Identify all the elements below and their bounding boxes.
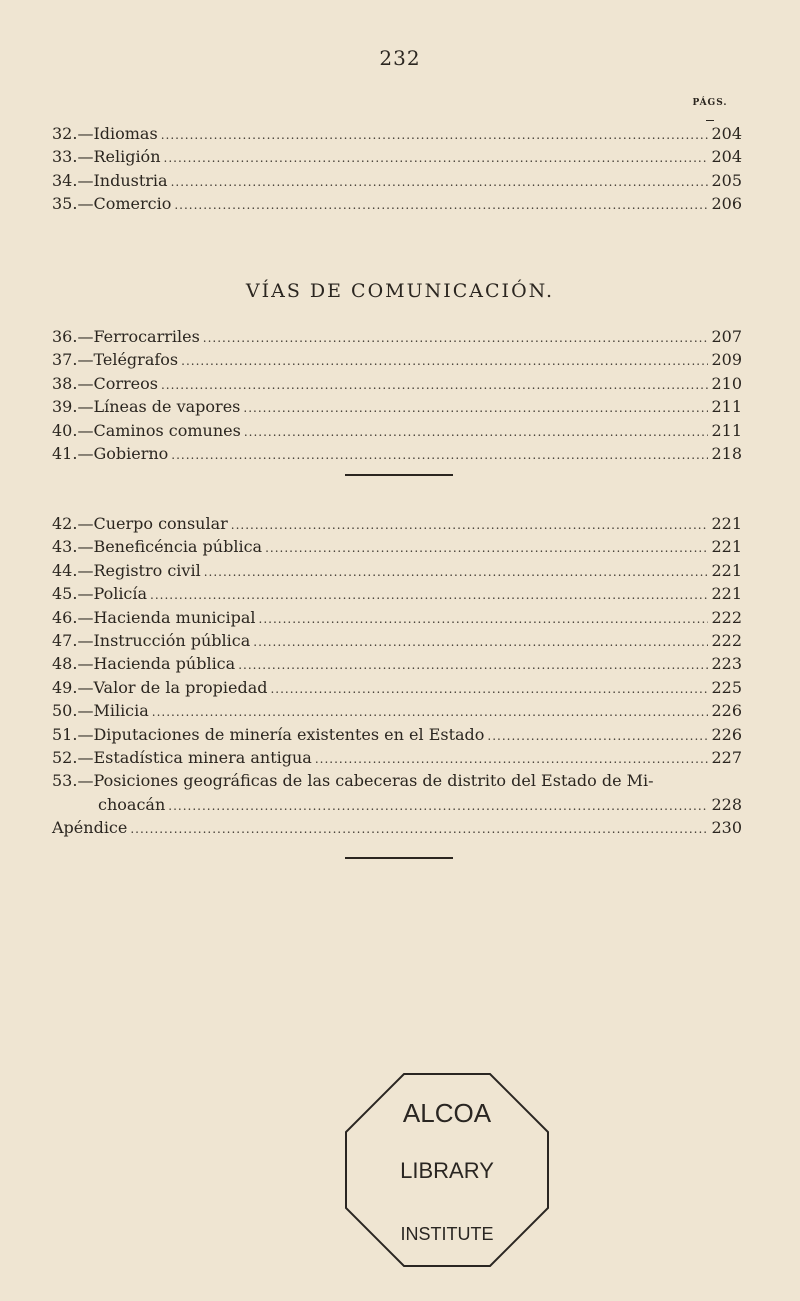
toc-entry-label: 48.—Hacienda pública [52,654,236,674]
pages-column-header: PÁGS. [692,98,728,108]
dot-leader [204,561,709,584]
toc-entry-page: 204 [711,124,742,143]
toc-entry [52,769,742,792]
toc-entry-label: Apéndice [52,818,128,838]
dot-leader [181,350,708,373]
toc-entry-label: 37.—Telégrafos [52,350,179,370]
toc-entry-label: 52.—Estadística minera antigua [52,747,312,767]
toc-entry [52,325,742,348]
stamp-bottom-text: INSTITUTE [400,1224,494,1244]
toc-entry-page: 221 [711,584,742,604]
toc-entry [52,559,742,582]
toc-entry-label: 51.—Diputaciones de minería existentes en el Estado [52,724,485,744]
dot-leader [171,444,708,467]
dot-leader [231,514,709,537]
dot-leader [150,584,708,607]
toc-entry-page: 221 [711,514,742,533]
toc-entry-page: 206 [711,194,742,214]
toc-entry-label: 45.—Policía [52,584,148,604]
toc-entry [52,746,742,769]
toc-entry-page: 211 [711,397,742,417]
dot-leader [152,701,709,724]
toc-entry-page: 207 [711,327,742,346]
toc-entry [52,372,742,395]
toc-entry-label: 38.—Correos [52,373,158,393]
toc-entry [52,512,742,535]
toc-entry-page: 223 [711,654,742,674]
dot-leader [244,421,709,444]
toc-entry-page: 221 [711,537,742,557]
toc-entry-page: 221 [711,560,742,580]
toc-entry [52,442,742,465]
dot-leader [265,537,708,560]
toc-entry-label: 53.—Posiciones geográficas de las cabeceras de distrito del Estado de Mi- [52,771,654,791]
toc-entry [52,395,742,418]
dot-leader [164,147,709,170]
toc-entry-page: 230 [711,818,742,838]
toc-entry-page: 225 [711,677,742,697]
toc-entry-page: 226 [711,701,742,721]
stamp-center-text: LIBRARY [400,1158,494,1183]
toc-entry-label: 47.—Instrucción pública [52,630,251,650]
toc-entry-page: 228 [711,794,742,814]
toc-entry [52,582,742,605]
dot-leader [174,194,708,217]
toc-entry-label: 40.—Caminos comunes [52,420,241,440]
toc-entry-page: 205 [711,170,742,190]
dot-leader [161,374,709,397]
toc-entry-page: 211 [711,420,742,440]
page-number: 232 [379,46,421,70]
toc-entry-page: 227 [711,747,742,767]
dot-leader [203,327,709,350]
toc-entry [52,723,742,746]
toc-entry [52,535,742,558]
pages-header-dash [706,120,714,121]
toc-entry-label: 42.—Cuerpo consular [52,514,228,533]
dot-leader [270,678,708,701]
end-divider-rule [345,857,453,859]
toc-entry-page: 209 [711,350,742,370]
toc-entry-page: 204 [711,147,742,167]
toc-entry-label: 46.—Hacienda municipal [52,607,256,627]
toc-entry [52,348,742,371]
library-stamp [342,1070,552,1270]
dot-leader [171,171,709,194]
dot-leader [243,397,708,420]
toc-entry-label: 44.—Registro civil [52,560,201,580]
section-heading: VÍAS DE COMUNICACIÓN. [245,280,555,302]
toc-entry [52,816,742,839]
toc-entry-page: 222 [711,607,742,627]
toc-entry-label: 41.—Gobierno [52,443,169,463]
toc-entry-label: 35.—Comercio [52,194,172,214]
toc-group-1 [52,122,742,216]
toc-entry-page: 222 [711,630,742,650]
toc-entry [52,652,742,675]
toc-entry [52,145,742,168]
toc-entry-label: choacán [98,794,166,814]
toc-entry [52,169,742,192]
toc-entry-label: 43.—Beneficéncia pública [52,537,263,557]
dot-leader [259,608,709,631]
dot-leader [253,631,708,654]
toc-entry [52,606,742,629]
toc-entry [52,122,742,145]
dot-leader [238,654,708,677]
dot-leader [168,795,708,818]
toc-entry-label: 33.—Religión [52,147,161,167]
toc-entry [52,699,742,722]
toc-entry-label: 34.—Industria [52,170,168,190]
stamp-top-text: ALCOA [402,1098,492,1128]
dot-leader [130,818,708,841]
toc-entry-label: 49.—Valor de la propiedad [52,677,268,697]
section-divider-rule [345,474,453,476]
toc-entry-label: 36.—Ferrocarriles [52,327,200,346]
dot-leader [161,124,709,147]
toc-entry [52,419,742,442]
toc-entry-label: 50.—Milicia [52,701,149,721]
toc-entry-label: 32.—Idiomas [52,124,158,143]
toc-group-2 [52,325,742,465]
dot-leader [487,725,708,748]
toc-entry [52,192,742,215]
toc-entry-page: 226 [711,724,742,744]
toc-entry [52,629,742,652]
toc-entry-page: 210 [711,373,742,393]
toc-entry-label: 39.—Líneas de vapores [52,397,241,417]
toc-group-3 [52,512,742,839]
dot-leader [315,748,709,771]
toc-entry [52,793,742,816]
toc-entry [52,676,742,699]
toc-entry-page: 218 [711,443,742,463]
